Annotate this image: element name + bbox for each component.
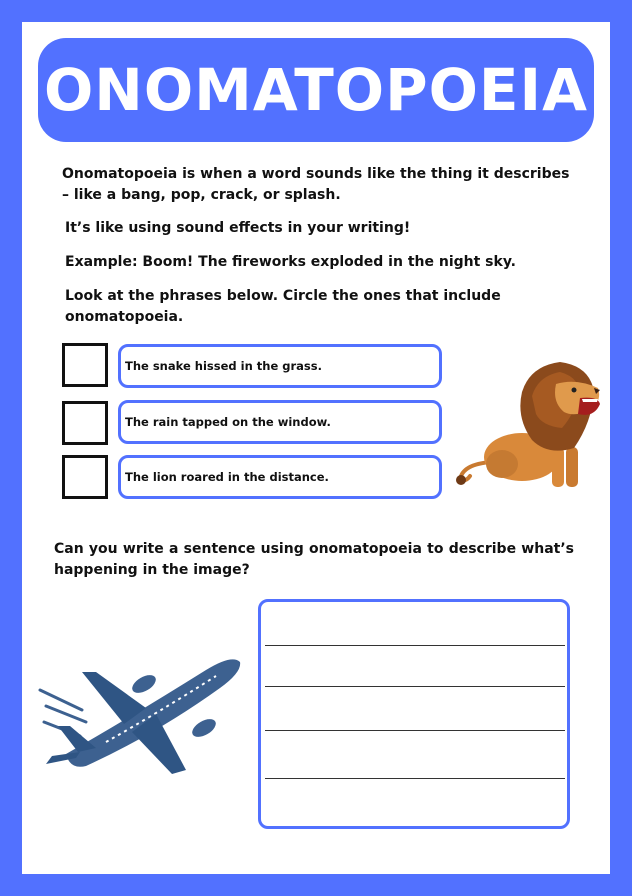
page-title: ONOMATOPOEIA	[43, 56, 589, 124]
phrase-text: The lion roared in the distance.	[125, 470, 329, 484]
checkbox-2[interactable]	[62, 401, 108, 445]
definition-text: Onomatopoeia is when a word sounds like the thing it describes – like a bang, pop, crack, or splash.	[62, 166, 570, 203]
phrase-box-3	[118, 455, 442, 499]
writing-line	[265, 645, 565, 646]
phrase-box-1	[118, 344, 442, 388]
writing-line	[265, 778, 565, 779]
writing-line	[265, 686, 565, 687]
airplane-engine	[128, 670, 160, 698]
writing-line	[265, 730, 565, 731]
worksheet-page	[22, 22, 610, 874]
instruction-text: Look at the phrases below. Circle the ones that include onomatopoeia.	[65, 288, 501, 325]
lion-front-leg	[552, 447, 564, 487]
checkbox-1[interactable]	[62, 343, 108, 387]
airplane-engine	[188, 714, 220, 742]
title-banner	[38, 38, 594, 142]
lion-illustration	[452, 352, 602, 492]
answer-box[interactable]	[258, 599, 570, 829]
lion-front-leg	[566, 447, 578, 487]
phrase-text: The snake hissed in the grass.	[125, 359, 322, 373]
lion-back-leg	[486, 450, 518, 478]
lion-tail-tuft	[456, 475, 466, 485]
checkbox-3[interactable]	[62, 455, 108, 499]
phrase-text: The rain tapped on the window.	[125, 415, 331, 429]
lion-teeth	[582, 399, 598, 402]
airplane-tail	[58, 726, 96, 752]
example-text: Example: Boom! The fireworks exploded in the night sky.	[65, 254, 516, 270]
question-text: Can you write a sentence using onomatopoeia to describe what’s happening in the image?	[54, 541, 574, 578]
phrase-box-2	[118, 400, 442, 444]
sound-effects-text: It’s like using sound effects in your writing!	[65, 220, 411, 236]
lion-eye	[572, 388, 577, 393]
airplane-illustration	[36, 642, 246, 782]
